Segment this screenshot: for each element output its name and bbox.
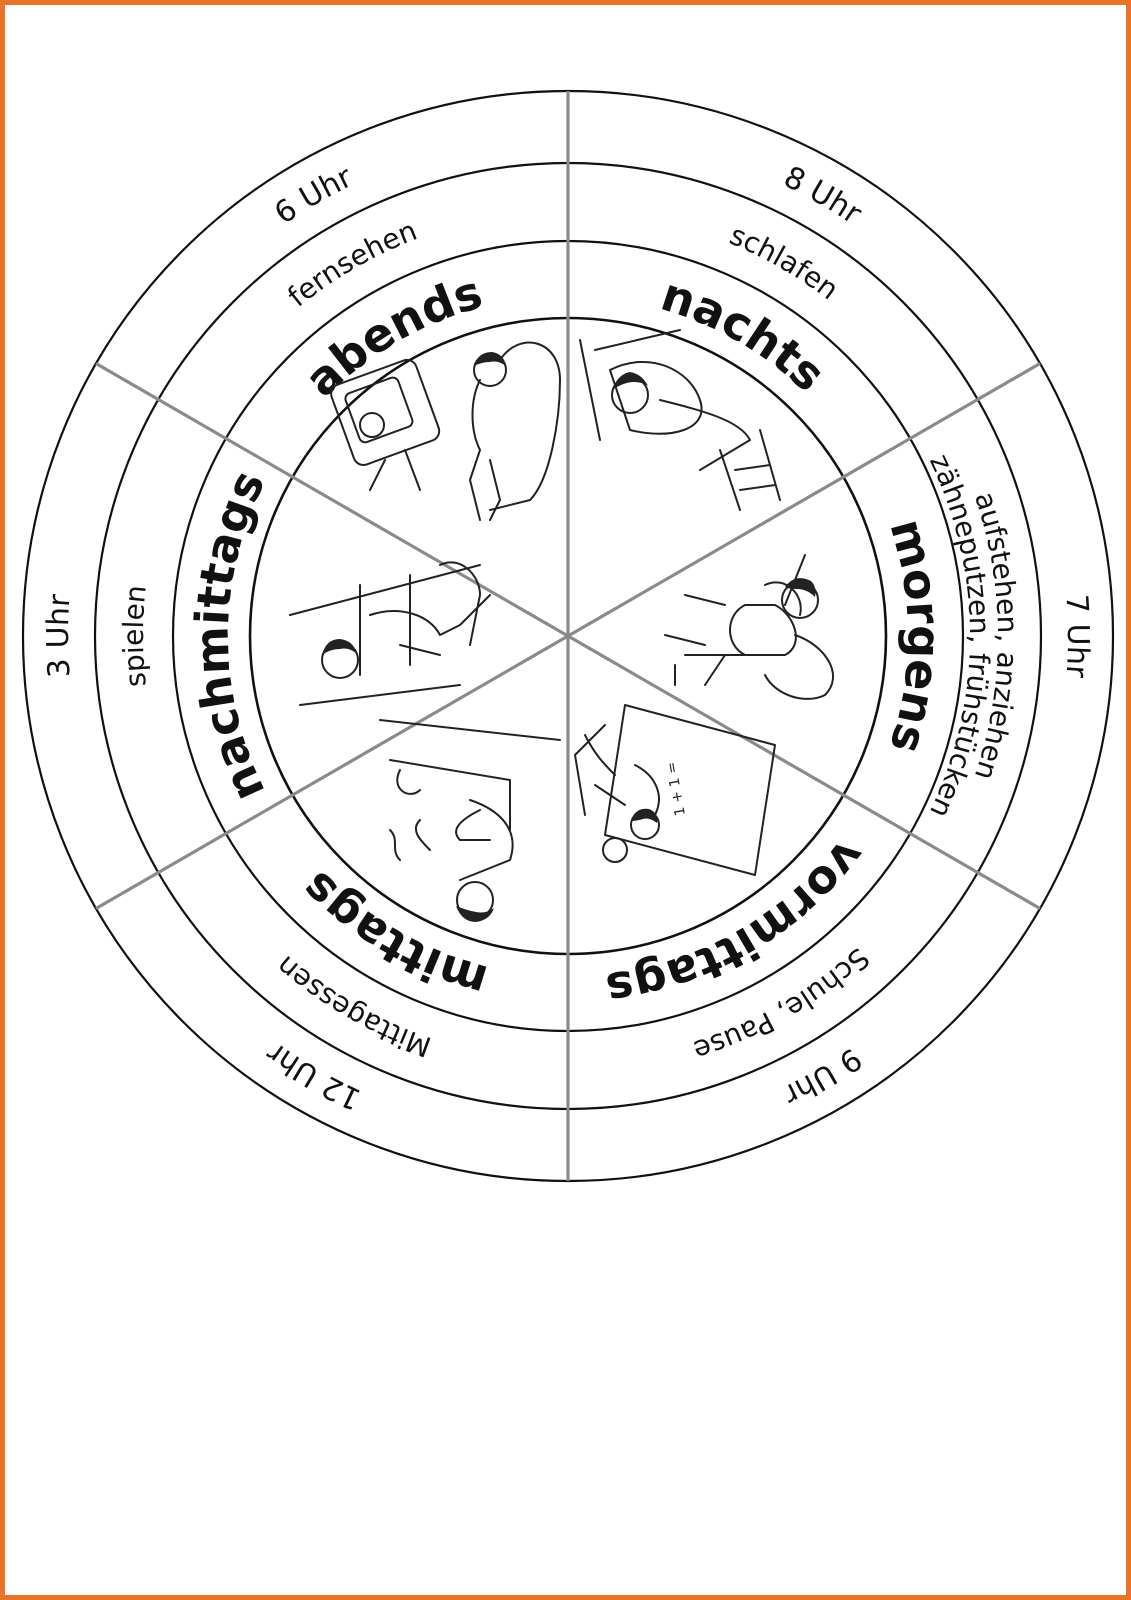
picture-child-eating-lunch	[380, 720, 560, 922]
hour-label: 7 Uhr	[1058, 593, 1096, 679]
picture-children-in-classroom	[575, 705, 775, 875]
hour-label: 12 Uhr	[260, 1035, 367, 1117]
activity-label: spielen	[116, 583, 153, 689]
activity-label: fernsehen	[281, 213, 422, 314]
picture-child-on-swing	[290, 562, 490, 705]
hour-label: 8 Uhr	[778, 159, 868, 232]
svg-text:1 + 1 =: 1 + 1 =	[663, 760, 689, 818]
activity-label: schlafen	[725, 218, 845, 307]
time-of-day-label: vormittags	[602, 829, 877, 1017]
time-of-day-label: nachmittags	[184, 462, 276, 810]
hour-label: 6 Uhr	[268, 159, 358, 232]
time-of-day-label: nachts	[654, 266, 836, 402]
activity-label: Schule, Pause	[689, 941, 876, 1068]
time-of-day-label: morgens	[879, 513, 952, 760]
picture-child-getting-up	[665, 555, 833, 699]
time-of-day-label: abends	[294, 264, 489, 408]
activity-label: zähneputzen, frühstücken	[923, 448, 997, 823]
hour-label: 3 Uhr	[40, 593, 78, 679]
activity-label: Mittagessen	[269, 949, 436, 1064]
hour-label: 9 Uhr	[778, 1040, 868, 1113]
time-of-day-label: mittags	[289, 861, 494, 1009]
activity-label: aufstehen, anziehen	[967, 487, 1025, 785]
